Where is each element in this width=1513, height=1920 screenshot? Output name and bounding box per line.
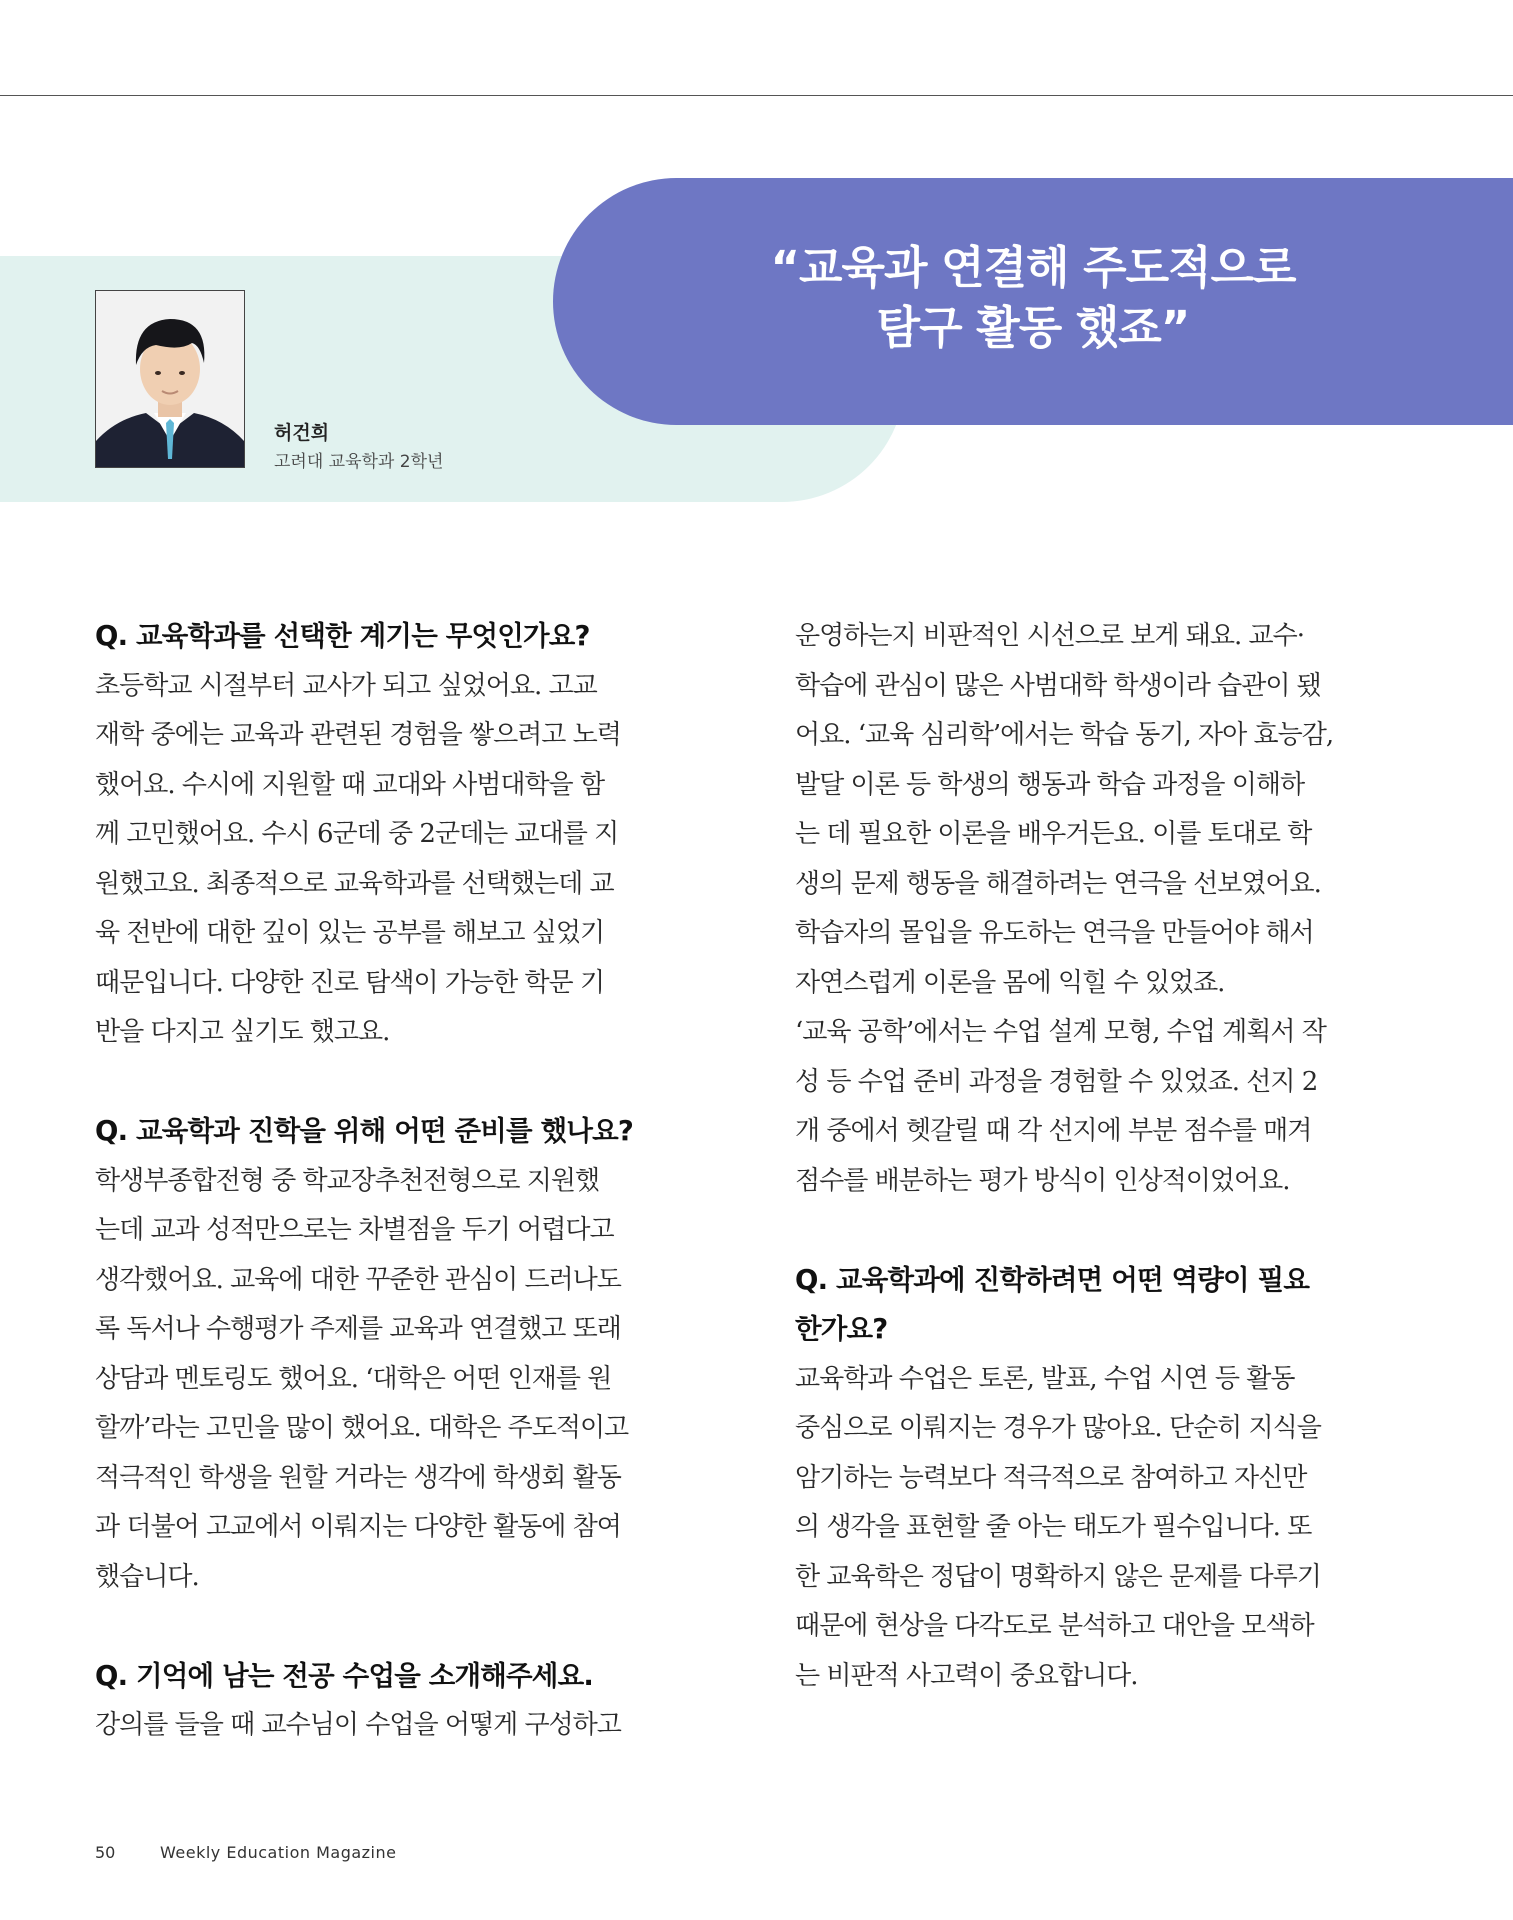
answer-line: ‘교육 공학’에서는 수업 설계 모형, 수업 계획서 작 bbox=[795, 1017, 1326, 1047]
answer-line: 개 중에서 헷갈릴 때 각 선지에 부분 점수를 매겨 bbox=[795, 1116, 1312, 1146]
answer-line: 자연스럽게 이론을 몸에 익힐 수 있었죠. bbox=[795, 967, 1225, 998]
answer-line: 운영하는지 비판적인 시선으로 보게 돼요. 교수· bbox=[795, 621, 1305, 651]
answer-line: 학습자의 몰입을 유도하는 연극을 만들어야 해서 bbox=[795, 918, 1314, 948]
answer-paragraph bbox=[95, 1701, 650, 1751]
answer-line: 재학 중에는 교육과 관련된 경험을 쌓으려고 노력 bbox=[95, 720, 621, 750]
answer-line: 강의를 들을 때 교수님이 수업을 어떻게 구성하고 bbox=[95, 1710, 621, 1740]
top-rule bbox=[0, 95, 1513, 96]
answer-line: 암기하는 능력보다 적극적으로 참여하고 자신만 bbox=[795, 1462, 1307, 1493]
answer-line: 적극적인 학생을 원할 거라는 생각에 학생회 활동 bbox=[95, 1462, 621, 1493]
answer-line: 어요. ‘교육 심리학’에서는 학습 동기, 자아 효능감, bbox=[795, 720, 1334, 750]
answer-line: 할까’라는 고민을 많이 했어요. 대학은 주도적이고 bbox=[95, 1413, 629, 1443]
right-column bbox=[795, 612, 1355, 1701]
headline-quote bbox=[553, 238, 1513, 358]
section-gap bbox=[795, 1206, 1355, 1256]
page-number: 50 bbox=[95, 1843, 116, 1862]
question-line-2: 한가요? bbox=[795, 1313, 888, 1345]
answer-line: 학습에 관심이 많은 사범대학 학생이라 습관이 됐 bbox=[795, 670, 1321, 701]
answer-line: 점수를 배분하는 평가 방식이 인상적이었어요. bbox=[795, 1165, 1290, 1196]
answer-line: 초등학교 시절부터 교사가 되고 싶었어요. 고교 bbox=[95, 670, 597, 701]
magazine-name: Weekly Education Magazine bbox=[160, 1843, 397, 1862]
answer-line: 학생부종합전형 중 학교장추천전형으로 지원했 bbox=[95, 1165, 600, 1196]
answer-line: 때문입니다. 다양한 진로 탐색이 가능한 학문 기 bbox=[95, 967, 605, 998]
section-gap bbox=[95, 1058, 650, 1108]
answer-paragraph bbox=[95, 1157, 650, 1603]
answer-line: 성 등 수업 준비 과정을 경험할 수 있었죠. 선지 2 bbox=[795, 1066, 1318, 1097]
quote-line-2: 탐구 활동 했죠” bbox=[876, 301, 1190, 354]
profile-photo bbox=[95, 290, 245, 468]
answer-line: 중심으로 이뤄지는 경우가 많아요. 단순히 지식을 bbox=[795, 1413, 1321, 1443]
left-column bbox=[95, 612, 650, 1751]
answer-line: 했어요. 수시에 지원할 때 교대와 사범대학을 함 bbox=[95, 769, 605, 800]
answer-line: 반을 다지고 싶기도 했고요. bbox=[95, 1017, 390, 1047]
answer-line: 발달 이론 등 학생의 행동과 학습 과정을 이해하 bbox=[795, 769, 1305, 800]
answer-line: 원했고요. 최종적으로 교육학과를 선택했는데 교 bbox=[95, 868, 614, 899]
answer-line: 때문에 현상을 다각도로 분석하고 대안을 모색하 bbox=[795, 1611, 1314, 1641]
answer-line: 의 생각을 표현할 줄 아는 태도가 필수입니다. 또 bbox=[795, 1512, 1312, 1542]
answer-line: 생각했어요. 교육에 대한 꾸준한 관심이 드러나도 bbox=[95, 1264, 621, 1295]
answer-line: 는 비판적 사고력이 중요합니다. bbox=[795, 1660, 1138, 1691]
answer-paragraph bbox=[95, 662, 650, 1058]
answer-line: 께 고민했어요. 수시 6군데 중 2군데는 교대를 지 bbox=[95, 819, 619, 849]
question-line-1: Q. 교육학과에 진학하려면 어떤 역량이 필요 bbox=[795, 1263, 1310, 1296]
profile-name: 허건희 bbox=[274, 422, 330, 444]
question-heading bbox=[795, 1256, 1355, 1355]
answer-line: 생의 문제 행동을 해결하려는 연극을 선보였어요. bbox=[795, 868, 1321, 899]
answer-line: 했습니다. bbox=[95, 1561, 199, 1592]
section-gap bbox=[95, 1602, 650, 1652]
answer-line: 육 전반에 대한 깊이 있는 공부를 해보고 싶었기 bbox=[95, 918, 605, 948]
answer-line: 는데 교과 성적만으로는 차별점을 두기 어렵다고 bbox=[95, 1215, 614, 1245]
answer-line: 록 독서나 수행평가 주제를 교육과 연결했고 또래 bbox=[95, 1314, 621, 1344]
profile-affiliation: 고려대 교육학과 2학년 bbox=[274, 452, 444, 472]
answer-line: 상담과 멘토링도 했어요. ‘대학은 어떤 인재를 원 bbox=[95, 1363, 612, 1394]
answer-paragraph bbox=[795, 612, 1355, 1206]
answer-line: 교육학과 수업은 토론, 발표, 수업 시연 등 활동 bbox=[795, 1363, 1295, 1394]
answer-paragraph bbox=[795, 1355, 1355, 1702]
quote-line-1: “교육과 연결해 주도적으로 bbox=[770, 241, 1296, 294]
answer-line: 는 데 필요한 이론을 배우거든요. 이를 토대로 학 bbox=[795, 819, 1312, 849]
portrait-image bbox=[96, 291, 244, 467]
question-heading: Q. 교육학과 진학을 위해 어떤 준비를 했나요? bbox=[95, 1115, 634, 1147]
question-heading: Q. 기억에 남는 전공 수업을 소개해주세요. bbox=[95, 1659, 593, 1692]
answer-line: 과 더불어 고교에서 이뤄지는 다양한 활동에 참여 bbox=[95, 1512, 621, 1542]
question-heading: Q. 교육학과를 선택한 계기는 무엇인가요? bbox=[95, 620, 590, 652]
answer-line: 한 교육학은 정답이 명확하지 않은 문제를 다루기 bbox=[795, 1561, 1321, 1592]
